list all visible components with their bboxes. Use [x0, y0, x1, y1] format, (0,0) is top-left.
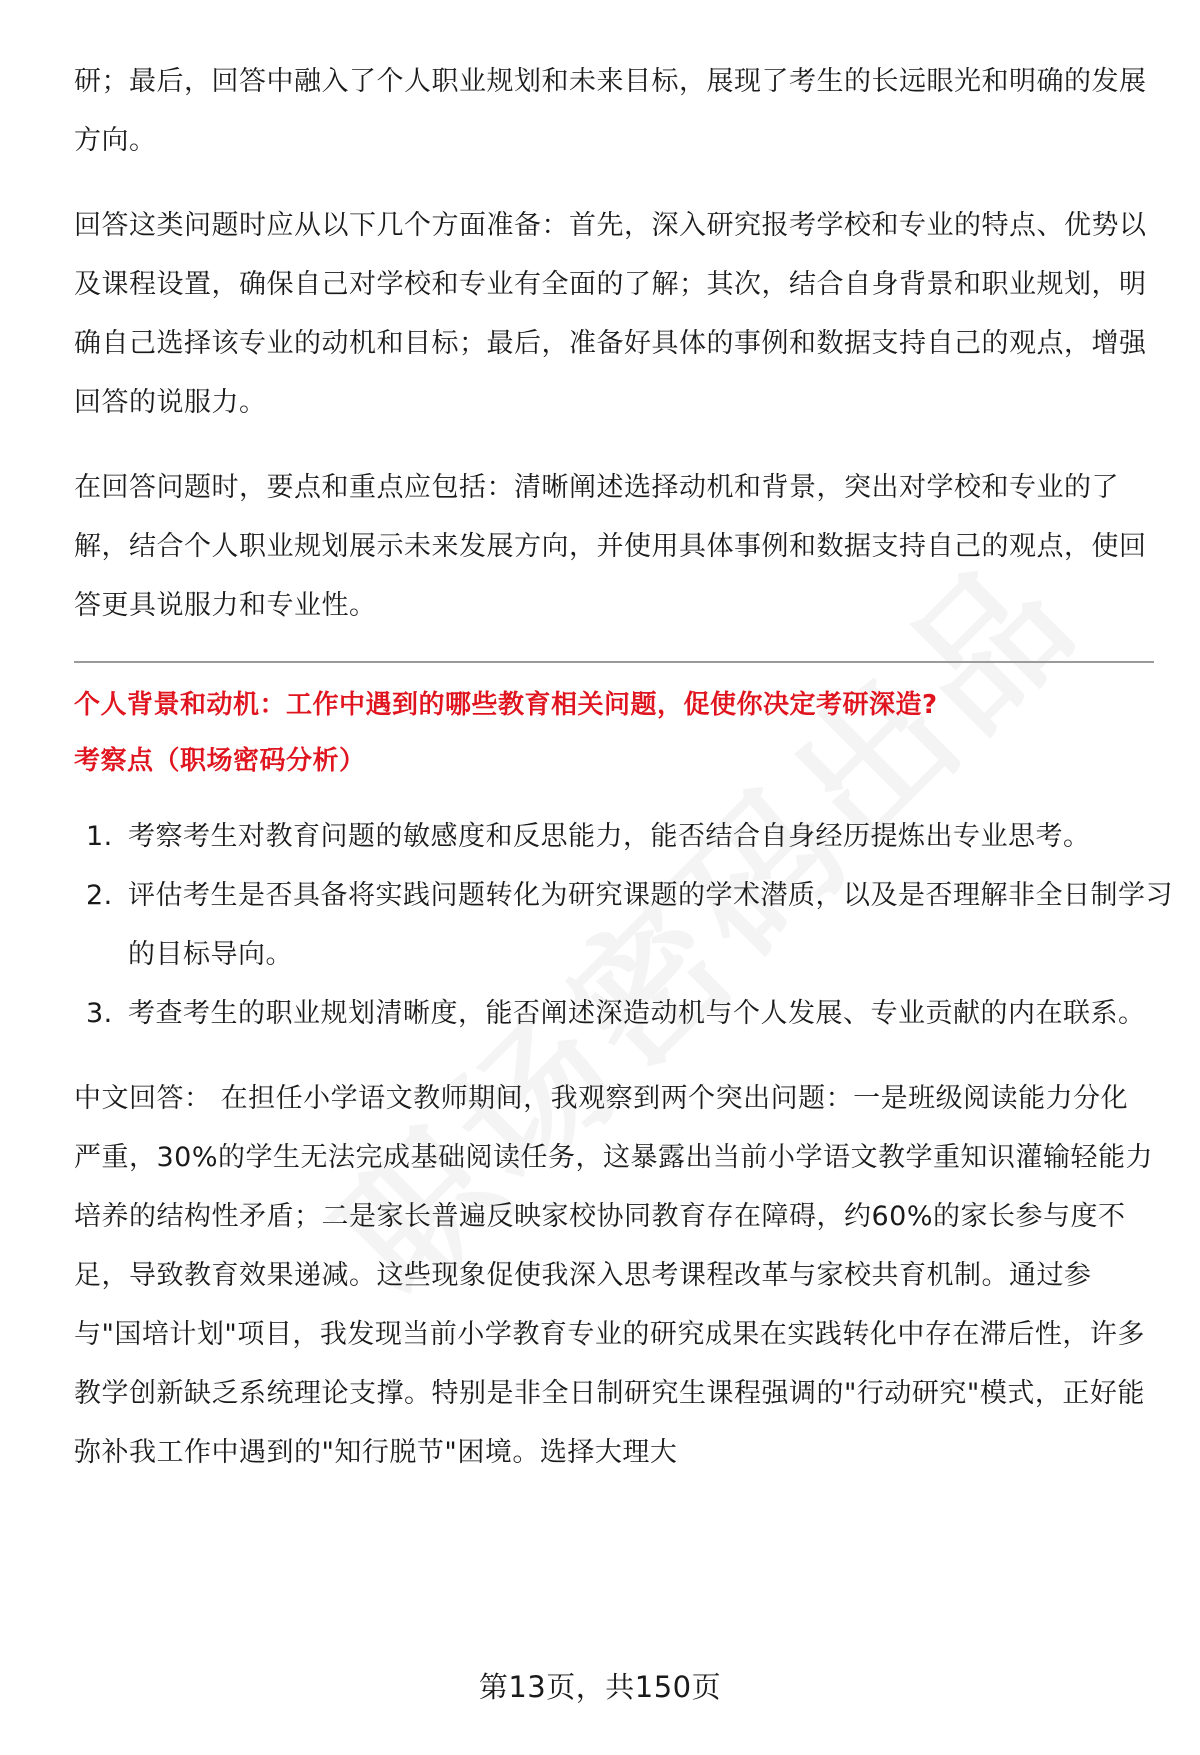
list-item-number: 1. — [86, 821, 113, 852]
question-title: 个人背景和动机：工作中遇到的哪些教育相关问题，促使你决定考研深造? — [74, 690, 938, 720]
page-footer: 第13页，共150页 — [478, 1670, 722, 1704]
section-divider — [74, 661, 1154, 663]
page-content — [74, 52, 1173, 1508]
paragraph: 研；最后，回答中融入了个人职业规划和未来目标，展现了考生的长远眼光和明确的发展方向。 — [74, 66, 1147, 156]
list-item — [74, 984, 1188, 1043]
list-item — [74, 866, 1188, 984]
answer-paragraph: 中文回答： 在担任小学语文教师期间，我观察到两个突出问题：一是班级阅读能力分化严重，30%的学生无法完成基础阅读任务，这暴露出当前小学语文教学重知识灌输轻能力培养的结构性矛盾；二是家长普遍反映家校协同教育存在障碍，约60%的家长参与度不足，导致教育效果递减。这些现象促使我深入思考课程改革与家校共育机制。通过参与"国培计划"项目，我发现当前小学教育专业的研究成果在实践转化中存在滞后性，许多教学创新缺乏系统理论支撑。特别是非全日制研究生课程强调的"行动研究"模式，正好能弥补我工作中遇到的"知行脱节"困境。选择大理大 — [74, 1083, 1154, 1468]
list-item-text: 考察考生对教育问题的敏感度和反思能力，能否结合自身经历提炼出专业思考。 — [128, 821, 1091, 852]
list-item-number: 3. — [86, 998, 113, 1029]
list-item-text: 考查考生的职业规划清晰度，能否阐述深造动机与个人发展、专业贡献的内在联系。 — [128, 998, 1146, 1029]
list-item — [74, 807, 1188, 866]
question-subtitle: 考察点（职场密码分析） — [74, 746, 366, 776]
list-item-number: 2. — [86, 880, 113, 911]
paragraph: 回答这类问题时应从以下几个方面准备：首先，深入研究报考学校和专业的特点、优势以及课程设置，确保自己对学校和专业有全面的了解；其次，结合自身背景和职业规划，明确自己选择该专业的动机和目标；最后，准备好具体的事例和数据支持自己的观点，增强回答的说服力。 — [74, 210, 1147, 418]
list-item-text: 评估考生是否具备将实践问题转化为研究课题的学术潜质，以及是否理解非全日制学习的目标导向。 — [128, 880, 1173, 970]
paragraph: 在回答问题时，要点和重点应包括：清晰阐述选择动机和背景，突出对学校和专业的了解，结合个人职业规划展示未来发展方向，并使用具体事例和数据支持自己的观点，使回答更具说服力和专业性。 — [74, 472, 1147, 621]
assessment-points-list — [74, 807, 1173, 1043]
